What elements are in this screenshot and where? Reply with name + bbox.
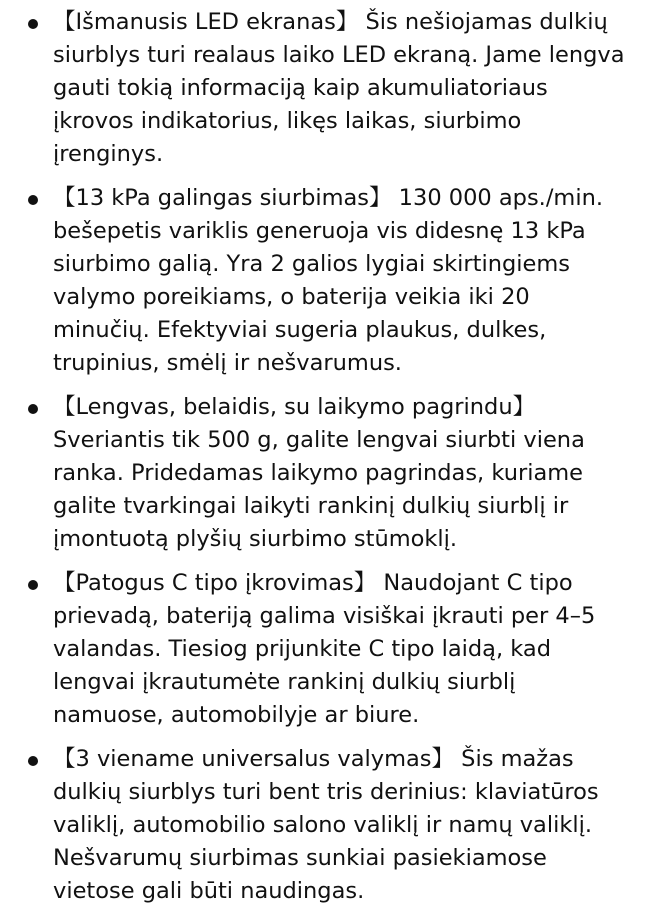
feature-bullet-text: 【Lengvas, belaidis, su laikymo pagrindu】 Sveriantis tik 500 g, galite lengvai siurbti viena ranka. Pridedamas laikymo pagrindas, kuriame galite tvarkingai laikyti rankinį dulkių siurblį ir įmontuotą plyšių siurbimo stūmoklį. bbox=[53, 394, 585, 552]
bullet-dot-icon bbox=[28, 756, 38, 766]
bullet-dot-icon bbox=[28, 19, 38, 29]
feature-bullet-item bbox=[0, 567, 646, 732]
bullet-dot-icon bbox=[28, 195, 38, 205]
feature-bullet-text: 【Patogus C tipo įkrovimas】 Naudojant C tipo prievadą, bateriją galima visiškai įkrauti per 4–5 valandas. Tiesiog prijunkite C tipo laidą, kad lengvai įkrautumėte rankinį dulkių siurblį namuose, automobilyje ar biure. bbox=[53, 570, 596, 728]
feature-bullet-item bbox=[0, 391, 646, 556]
feature-bullet-text: 【Išmanusis LED ekranas】 Šis nešiojamas dulkių siurblys turi realaus laiko LED ekraną. Jame lengva gauti tokią informaciją kaip akumuliatoriaus įkrovos indikatorius, likęs laikas, siurbimo įrenginys. bbox=[53, 9, 625, 167]
feature-bullet-item bbox=[0, 6, 646, 171]
feature-bullet-item bbox=[0, 743, 646, 908]
feature-bullet-item bbox=[0, 182, 646, 380]
feature-bullet-list bbox=[0, 6, 646, 919]
feature-bullet-text: 【13 kPa galingas siurbimas】 130 000 aps./min. bešepetis variklis generuoja vis didesnę 13 kPa siurbimo galią. Yra 2 galios lygiai skirtingiems valymo poreikiams, o baterija veikia iki 20 minučių. Efektyviai sugeria plaukus, dulkes, trupinius, smėlį ir nešvarumus. bbox=[53, 185, 603, 376]
feature-bullet-text: 【3 viename universalus valymas】 Šis mažas dulkių siurblys turi bent tris derinius: klaviatūros valiklį, automobilio salono valiklį ir namų valiklį. Nešvarumų siurbimas sunkiai pasiekiamose vietose gali būti naudingas. bbox=[53, 746, 599, 904]
bullet-dot-icon bbox=[28, 404, 38, 414]
bullet-dot-icon bbox=[28, 580, 38, 590]
